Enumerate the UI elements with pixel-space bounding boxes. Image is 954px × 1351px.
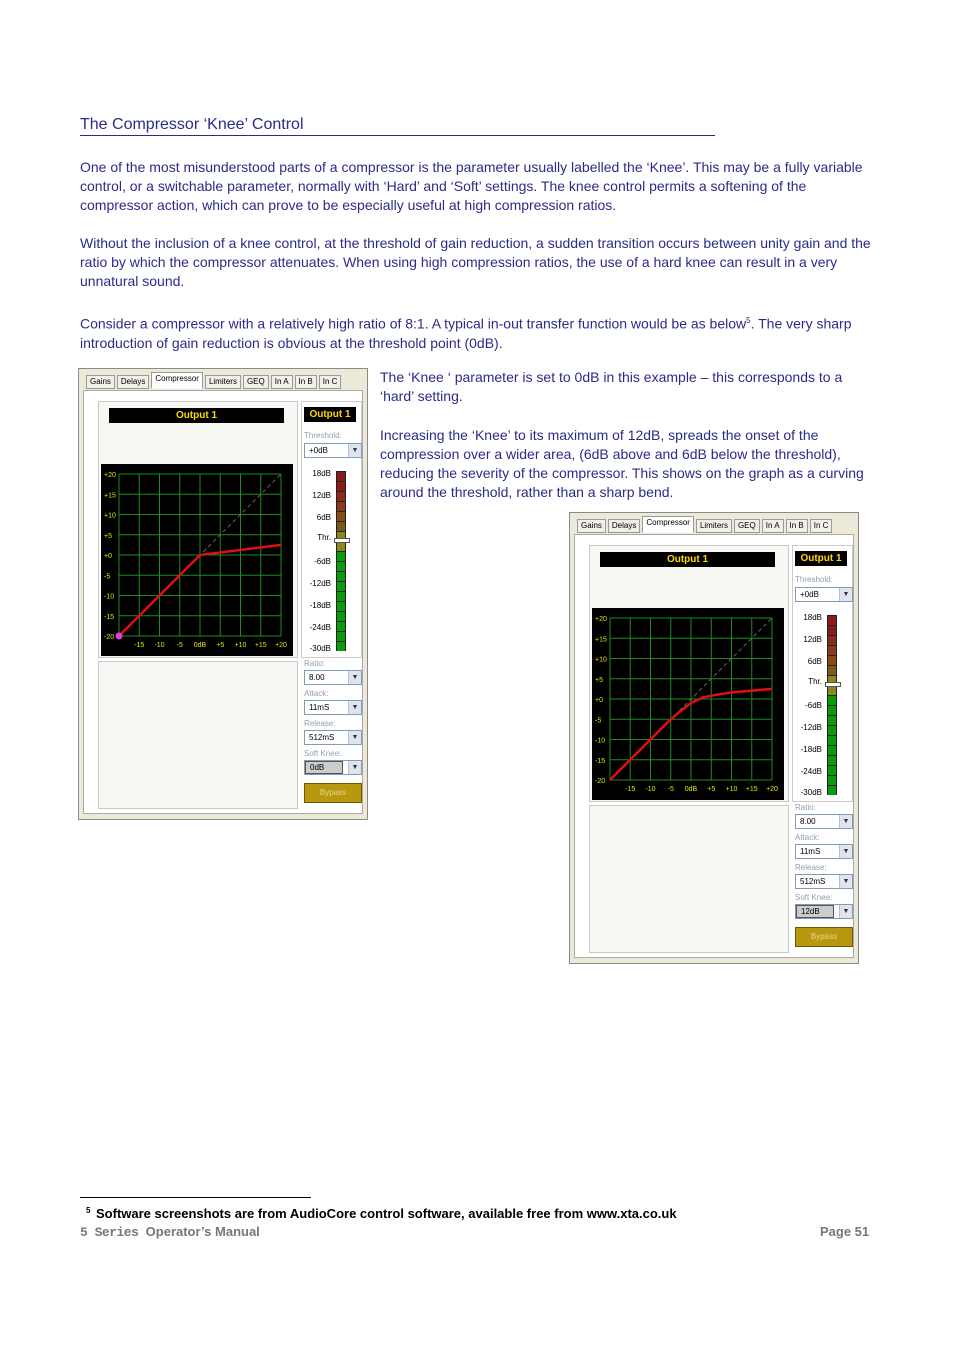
threshold-select[interactable]: [304, 443, 362, 458]
paragraph-3: [80, 311, 872, 353]
y-tick-label: -15: [104, 613, 115, 621]
meter-label: -30dB: [800, 788, 822, 797]
meter-segment: [828, 766, 836, 775]
y-tick-label: +10: [595, 656, 607, 664]
meter-segment: [337, 612, 345, 621]
footer-brand: 5 Series: [80, 1225, 139, 1240]
footnote: [86, 1206, 677, 1221]
soft-knee-select[interactable]: [304, 760, 362, 775]
attack-label: Attack:: [795, 833, 820, 842]
chevron-down-icon[interactable]: ▼: [839, 845, 852, 858]
meter-label: -18dB: [309, 601, 331, 610]
compressor-panel: [574, 534, 854, 958]
chevron-down-icon[interactable]: ▼: [348, 671, 361, 684]
graph-output-label: Output 1: [600, 552, 775, 567]
meter-segment: [828, 626, 836, 635]
graph-output-label: Output 1: [109, 408, 284, 423]
meter-segment: [828, 666, 836, 675]
meter-segment: [337, 632, 345, 641]
x-tick-label: -5: [667, 786, 674, 793]
chevron-down-icon[interactable]: ▼: [839, 588, 852, 601]
meter-label: -24dB: [309, 623, 331, 632]
threshold-select-value: +0dB: [309, 446, 328, 455]
x-tick-label: 0dB: [684, 786, 698, 793]
meter-segment: [828, 786, 836, 795]
meter-label: 18dB: [312, 469, 331, 478]
meter-segment: [337, 572, 345, 581]
attack-select[interactable]: [795, 844, 853, 859]
meter-segment: [828, 646, 836, 655]
x-tick-label: +20: [766, 786, 778, 793]
meter-segment: [337, 592, 345, 601]
ratio-label: Ratio:: [795, 803, 816, 812]
paragraph-3-text-a: Consider a compressor with a relatively high ratio of 8:1. A typical in-out transfer function would be as below: [80, 315, 747, 332]
release-label: Release:: [795, 863, 827, 872]
meter-segment: [828, 756, 836, 765]
lower-panel: [589, 805, 789, 953]
attack-select-value: 11mS: [309, 703, 330, 712]
meter-label: 6dB: [807, 657, 822, 666]
section-heading: The Compressor ‘Knee’ Control: [80, 116, 715, 136]
x-tick-label: +5: [707, 786, 716, 793]
ratio-select-value: 8.00: [309, 673, 325, 682]
tab-in-b[interactable]: In B: [786, 519, 808, 533]
y-tick-label: -5: [595, 717, 602, 725]
transfer-chart: [592, 608, 784, 800]
meter-segment: [828, 616, 836, 625]
meter-label: 12dB: [312, 491, 331, 500]
meter-segment: [828, 696, 836, 705]
meter-label: 6dB: [316, 513, 331, 522]
tab-delays[interactable]: Delays: [117, 375, 149, 389]
tab-in-a[interactable]: In A: [762, 519, 784, 533]
compressor-screenshot-hard: [78, 368, 368, 820]
y-tick-label: +20: [595, 616, 607, 623]
y-tick-label: +5: [595, 676, 603, 684]
tab-compressor[interactable]: Compressor: [151, 372, 203, 389]
release-label: Release:: [304, 719, 336, 728]
y-tick-label: -15: [595, 757, 606, 765]
tab-limiters[interactable]: Limiters: [696, 519, 732, 533]
threshold-select-value: +0dB: [800, 590, 819, 599]
attack-label: Attack:: [304, 689, 329, 698]
meter-segment: [828, 736, 836, 745]
curve-handle[interactable]: [116, 633, 123, 640]
meter-label: -12dB: [309, 579, 331, 588]
meter-label: 18dB: [803, 613, 822, 622]
y-tick-label: +15: [104, 492, 116, 500]
y-tick-label: +0: [595, 697, 603, 704]
threshold-marker[interactable]: [825, 682, 841, 687]
x-tick-label: +15: [254, 642, 267, 649]
footer-page: Page 51: [820, 1224, 870, 1239]
y-tick-label: -5: [104, 573, 111, 581]
release-select[interactable]: [304, 730, 362, 745]
bypass-button[interactable]: Bypass: [795, 927, 853, 947]
paragraph-1: One of the most misunderstood parts of a compressor is the parameter usually labelled the ‘Knee’. This may be a fully variable control, or a switchable parameter, normally with ‘Hard’ and ‘Soft’ settings. The knee control permits a softening of the compressor action, which can prove to be especially useful at high compression ratios.: [80, 159, 863, 213]
graph-frame: [589, 545, 789, 802]
meter-segment: [337, 542, 345, 551]
transfer-graph: [592, 608, 784, 800]
tab-in-c[interactable]: In C: [319, 375, 342, 389]
threshold-select[interactable]: [795, 587, 853, 602]
tab-in-b[interactable]: In B: [295, 375, 317, 389]
y-tick-label: -20: [595, 778, 606, 785]
footnote-text: Software screenshots are from AudioCore control software, available free from www.xta.co.uk: [96, 1206, 677, 1221]
x-tick-label: +15: [745, 786, 758, 793]
meter-segment: [828, 636, 836, 645]
y-tick-label: -10: [595, 737, 606, 745]
channel-output-label: Output 1: [304, 407, 356, 422]
tab-compressor[interactable]: Compressor: [642, 516, 694, 533]
transfer-chart: [101, 464, 293, 656]
tab-in-a[interactable]: In A: [271, 375, 293, 389]
chevron-down-icon[interactable]: ▼: [348, 444, 361, 457]
meter-segment: [337, 622, 345, 631]
meter-segment: [337, 522, 345, 531]
paragraph-3-text-b: . The very sharp introduction of gain reduction is obvious at the threshold point (0dB).: [80, 315, 852, 351]
channel-output-label: Output 1: [795, 551, 847, 566]
meter-label: Thr.: [808, 677, 822, 686]
ratio-select[interactable]: [304, 670, 362, 685]
y-tick-label: +5: [104, 532, 112, 540]
meter-label: -24dB: [800, 767, 822, 776]
meter-segment: [828, 706, 836, 715]
meter-label: -30dB: [309, 644, 331, 653]
meter-segment: [828, 686, 836, 695]
y-tick-label: +20: [104, 472, 116, 479]
x-tick-label: -10: [154, 642, 165, 649]
x-tick-label: +5: [216, 642, 225, 649]
ratio-label: Ratio:: [304, 659, 325, 668]
meter-segment: [828, 716, 836, 725]
chevron-down-icon[interactable]: ▼: [348, 701, 361, 714]
tab-limiters[interactable]: Limiters: [205, 375, 241, 389]
meter-segment: [828, 726, 836, 735]
meter-segment: [828, 746, 836, 755]
transfer-graph: [101, 464, 293, 656]
compressor-screenshot-soft: [569, 512, 859, 964]
footnote-ref: 5: [746, 316, 751, 325]
x-tick-label: 0dB: [193, 642, 207, 649]
ratio-select-value: 8.00: [800, 817, 816, 826]
y-tick-label: -10: [104, 593, 115, 601]
ratio-select[interactable]: [795, 814, 853, 829]
meter-segment: [337, 472, 345, 481]
compressor-panel: [83, 390, 363, 814]
graph-frame: [98, 401, 298, 658]
meter-segment: [337, 512, 345, 521]
threshold-label: Threshold:: [795, 575, 833, 584]
meter-segment: [337, 562, 345, 571]
meter-label: 12dB: [803, 635, 822, 644]
meter-segment: [337, 482, 345, 491]
meter-label: -12dB: [800, 723, 822, 732]
gain-reduction-meter: [827, 615, 837, 795]
y-tick-label: +15: [595, 636, 607, 644]
meter-segment: [337, 552, 345, 561]
x-tick-label: -10: [645, 786, 656, 793]
meter-segment: [337, 582, 345, 591]
chevron-down-icon[interactable]: ▼: [348, 761, 361, 774]
paragraph-2: Without the inclusion of a knee control, at the threshold of gain reduction, a sudden transition occurs between unity gain and the ratio by which the compressor attenuates. When using high compression ratios, the use of a hard knee can result in a very unnatural sound.: [80, 235, 871, 289]
meter-segment: [337, 602, 345, 611]
tab-geq[interactable]: GEQ: [734, 519, 760, 533]
x-tick-label: +10: [725, 786, 738, 793]
footer-title: [80, 1224, 260, 1240]
tab-delays[interactable]: Delays: [608, 519, 640, 533]
tab-in-c[interactable]: In C: [810, 519, 833, 533]
x-tick-label: +20: [275, 642, 287, 649]
meter-segment: [337, 642, 345, 651]
side-paragraph-2: Increasing the ‘Knee’ to its maximum of 12dB, spreads the onset of the compression over a wider area, (6dB above and 6dB below the threshold), reducing the severity of the compressor. This shows on the graph as a curving around the threshold, rather than a sharp bend.: [380, 427, 864, 500]
y-tick-label: +0: [104, 553, 112, 560]
threshold-marker[interactable]: [334, 538, 350, 543]
meter-label: Thr.: [317, 533, 331, 542]
release-select-value: 512mS: [309, 733, 335, 742]
soft-knee-select[interactable]: [795, 904, 853, 919]
footnote-divider: [80, 1197, 311, 1198]
meter-segment: [337, 502, 345, 511]
tab-strip: [577, 519, 832, 533]
meter-segment: [828, 776, 836, 785]
meter-segment: [337, 492, 345, 501]
x-tick-label: +10: [234, 642, 247, 649]
soft-knee-select-value: 12dB: [797, 906, 833, 917]
tab-strip: [86, 375, 341, 389]
meter-segment: [828, 656, 836, 665]
footnote-number: 5: [86, 1206, 91, 1215]
chevron-down-icon[interactable]: ▼: [839, 815, 852, 828]
tab-gains[interactable]: Gains: [86, 375, 115, 389]
meter-label: -6dB: [805, 701, 822, 710]
gain-reduction-meter: [336, 471, 346, 651]
x-tick-label: -5: [176, 642, 183, 649]
soft-knee-label: Soft Knee:: [795, 893, 833, 902]
bypass-button[interactable]: Bypass: [304, 783, 362, 803]
tab-gains[interactable]: Gains: [577, 519, 606, 533]
attack-select-value: 11mS: [800, 847, 821, 856]
meter-label: -18dB: [800, 745, 822, 754]
y-tick-label: -20: [104, 634, 115, 641]
threshold-label: Threshold:: [304, 431, 342, 440]
release-select[interactable]: [795, 874, 853, 889]
x-tick-label: -15: [625, 786, 636, 793]
tab-geq[interactable]: GEQ: [243, 375, 269, 389]
attack-select[interactable]: [304, 700, 362, 715]
chevron-down-icon[interactable]: ▼: [839, 875, 852, 888]
chevron-down-icon[interactable]: ▼: [348, 731, 361, 744]
side-paragraph-1: The ‘Knee ‘ parameter is set to 0dB in this example – this corresponds to a ‘hard’ setting.: [380, 369, 843, 404]
chevron-down-icon[interactable]: ▼: [839, 905, 852, 918]
lower-panel: [98, 661, 298, 809]
release-select-value: 512mS: [800, 877, 826, 886]
x-tick-label: -15: [134, 642, 145, 649]
footer-manual: Operator’s Manual: [145, 1224, 260, 1239]
soft-knee-label: Soft Knee:: [304, 749, 342, 758]
y-tick-label: +10: [104, 512, 116, 520]
meter-label: -6dB: [314, 557, 331, 566]
soft-knee-select-value: 0dB: [306, 762, 342, 773]
